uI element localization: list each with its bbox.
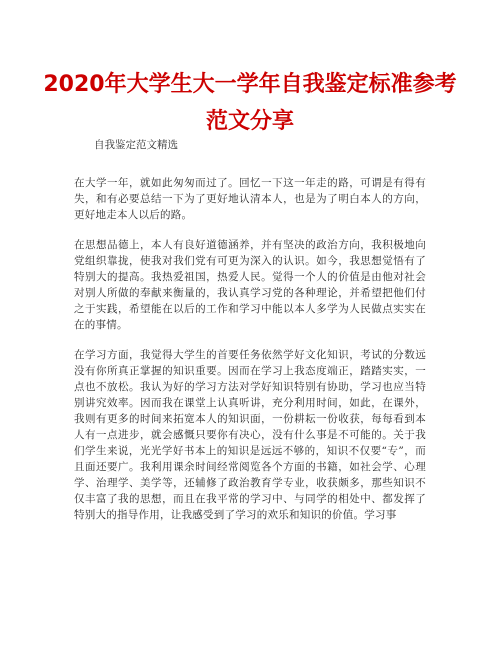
title-line-2: 范文分享 <box>205 109 294 134</box>
title-line-1: 2020年大学生大一学年自我鉴定标准参考 <box>43 72 457 97</box>
paragraph-intro: 在大学一年，就如此匆匆而过了。回忆一下这一年走的路，可谓是有得有失，和有必要总结一下为了更好地认清本人，也是为了明白本人的方向，更好地走本人以后的路。 <box>74 177 426 221</box>
paragraph-study: 在学习方面，我觉得大学生的首要任务依然学好文化知识，考试的分数远没有你所真正掌握的知识重要。因而在学习上我态度端正，踏踏实实，一点也不放松。我认为好的学习方法对学好知识特别有协助，学习也应当特别讲究效率。因而我在课堂上认真听讲，充分利用时间，如此，在课外，我则有更多的时间来拓宽本人的知识面，一份耕耘一份收获，每每看到本人有一点进步，就会感慨只要你有决心，没有什么事是不可能的。关于我们学生来说，光光学好书本上的知识是远远不够的，知识不仅要“专”，而且面还要广。我利用课余时间经常阅览各个方面的书籍，如社会学、心理学、治理学、美学等，还辅修了政治教育学专业，收获颇多，那些知识不仅丰富了我的思想，而且在我平常的学习中、与同学的相处中、都发挥了特别大的指导作用，让我感受到了学习的欢乐和知识的价值。学习事 <box>74 349 426 521</box>
document-body <box>74 175 426 537</box>
document-title <box>40 66 460 140</box>
paragraph-ideology: 在思想品德上，本人有良好道德涵养，并有坚决的政治方向，我积极地向党组织靠拢，使我对我们党有可更为深入的认识。如今，我思想觉悟有了特别大的提高。我热爱祖国，热爱人民。觉得一个人的价值是由他对社会对别人所做的奉献来衡量的，我认真学习党的各种理论，并希望把他们付之于实践，希望能在以后的工作和学习中能以本人多学为人民做点实实在在的事情。 <box>74 239 426 331</box>
document-subtitle: 自我鉴定范文精选 <box>94 139 178 151</box>
